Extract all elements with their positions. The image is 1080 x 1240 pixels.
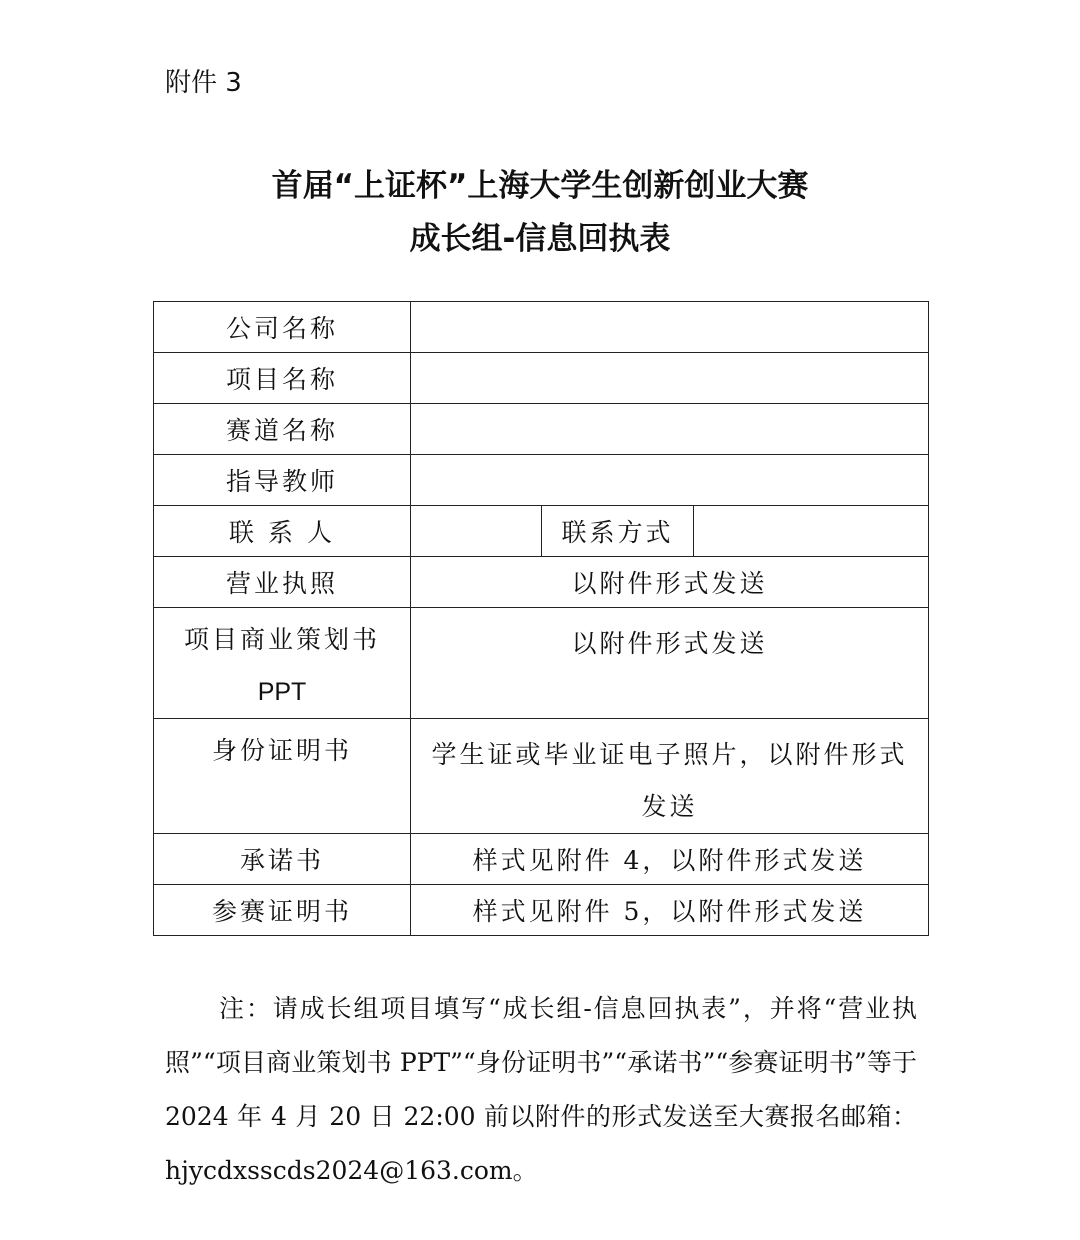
business-plan-ppt-text: PPT [257, 678, 307, 706]
commitment-label: 承诺书 [154, 834, 411, 885]
project-name-label: 项目名称 [154, 353, 411, 404]
contact-method-field[interactable] [694, 506, 929, 557]
business-license-value: 以附件形式发送 [411, 557, 929, 608]
footnote: 注：请成长组项目填写“成长组-信息回执表”，并将“营业执照”“项目商业策划书 PPT”“身份证明书”“承诺书”“参赛证明书”等于 2024 年 4 月 20 日 22:00 前以附件的形式发送至大赛报名邮箱：hjycdxsscds2024@163.com。 [165, 994, 917, 1185]
participation-label: 参赛证明书 [154, 885, 411, 936]
page-title: 首届“上证杯”上海大学生创新创业大赛 [271, 168, 809, 204]
contact-method-label: 联系方式 [542, 506, 694, 557]
attachment-label: 附件 3 [165, 68, 242, 98]
table-row [154, 608, 929, 719]
table-row [154, 557, 929, 608]
business-plan-label [154, 608, 411, 719]
participation-value: 样式见附件 5，以附件形式发送 [411, 885, 929, 936]
contact-person-field[interactable] [411, 506, 542, 557]
project-name-field[interactable] [411, 353, 929, 404]
table-row [154, 506, 929, 557]
commitment-value: 样式见附件 4，以附件形式发送 [411, 834, 929, 885]
contact-person-label: 联 系 人 [154, 506, 411, 557]
table-row [154, 719, 929, 834]
identity-label: 身份证明书 [154, 719, 411, 834]
company-name-label: 公司名称 [154, 302, 411, 353]
track-name-label: 赛道名称 [154, 404, 411, 455]
info-receipt-table [153, 301, 929, 936]
advisor-field[interactable] [411, 455, 929, 506]
table-row [154, 834, 929, 885]
identity-value: 学生证或毕业证电子照片，以附件形式发送 [411, 719, 929, 834]
track-name-field[interactable] [411, 404, 929, 455]
company-name-field[interactable] [411, 302, 929, 353]
table-row [154, 455, 929, 506]
table-row [154, 404, 929, 455]
table-row [154, 302, 929, 353]
business-plan-value: 以附件形式发送 [411, 608, 929, 719]
page-subtitle: 成长组-信息回执表 [409, 221, 671, 257]
advisor-label: 指导教师 [154, 455, 411, 506]
table-row [154, 885, 929, 936]
business-plan-label-text: 项目商业策划书 [183, 625, 380, 654]
business-license-label: 营业执照 [154, 557, 411, 608]
table-row [154, 353, 929, 404]
